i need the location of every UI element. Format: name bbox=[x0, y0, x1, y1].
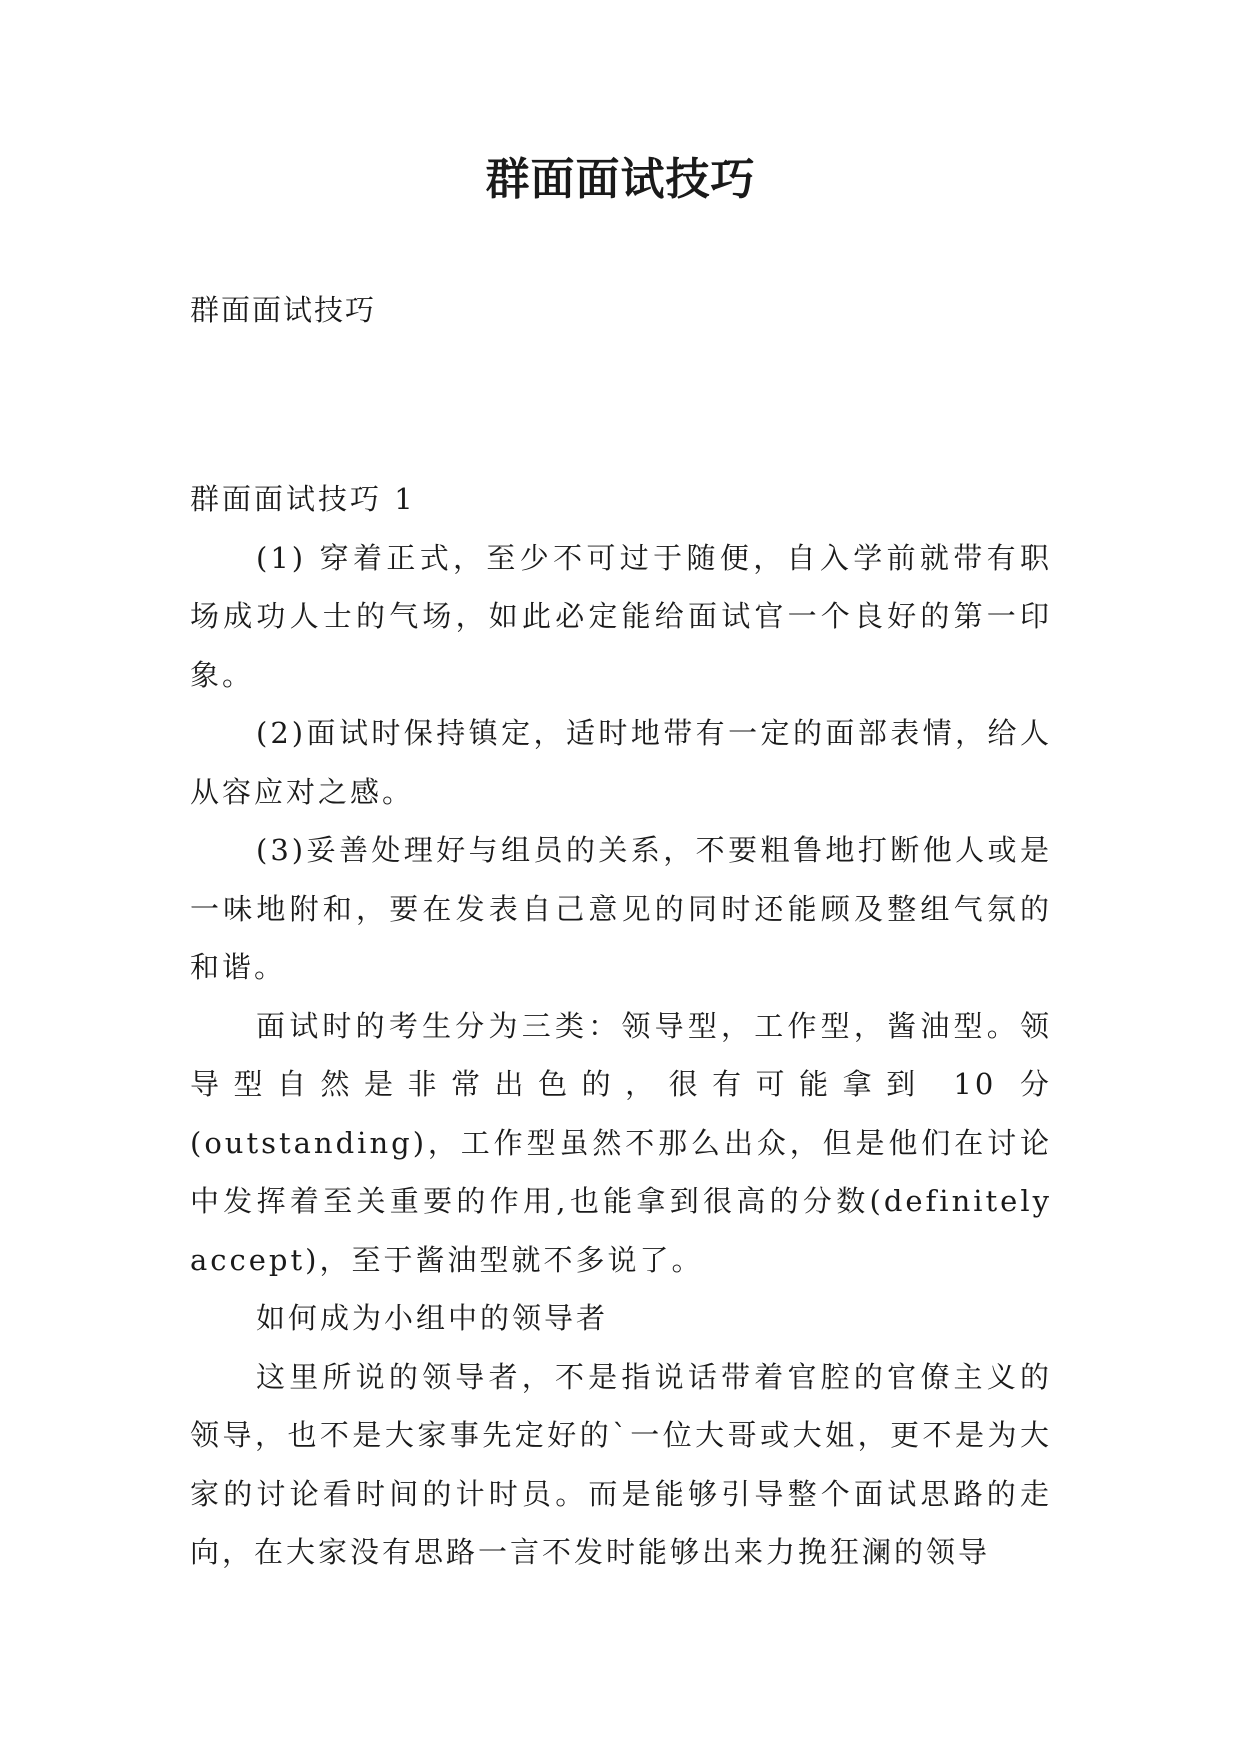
paragraph-6: 这里所说的领导者，不是指说话带着官腔的官僚主义的领导，也不是大家事先定好的`一位大哥或大姐，更不是为大家的讨论看时间的计时员。而是能够引导整个面试思路的走向，在大家没有思路一言不发时能够出来力挽狂澜的领导 bbox=[190, 1359, 1052, 1569]
paragraph-4: 面试时的考生分为三类：领导型，工作型，酱油型。领导型自然是非常出色的，很有可能拿到 10 分(outstanding)，工作型虽然不那么出众，但是他们在讨论中发挥着至关重要的作用,也能拿到很高的分数(definitely accept)，至于酱油型就不多说了。 bbox=[190, 1008, 1052, 1277]
document-title: 群面面试技巧 bbox=[485, 154, 756, 205]
document-body bbox=[190, 470, 1052, 1582]
paragraph-2: (2)面试时保持镇定，适时地带有一定的面部表情，给人从容应对之感。 bbox=[190, 716, 1052, 809]
document-subtitle: 群面面试技巧 bbox=[190, 293, 377, 327]
paragraph-1: (1) 穿着正式，至少不可过于随便，自入学前就带有职场成功人士的气场，如此必定能给面试官一个良好的第一印象。 bbox=[190, 540, 1052, 692]
section-heading: 群面面试技巧 1 bbox=[190, 482, 416, 516]
paragraph-5-heading: 如何成为小组中的领导者 bbox=[256, 1301, 609, 1335]
paragraph-3: (3)妥善处理好与组员的关系，不要粗鲁地打断他人或是一味地附和，要在发表自己意见的同时还能顾及整组气氛的和谐。 bbox=[190, 833, 1052, 984]
